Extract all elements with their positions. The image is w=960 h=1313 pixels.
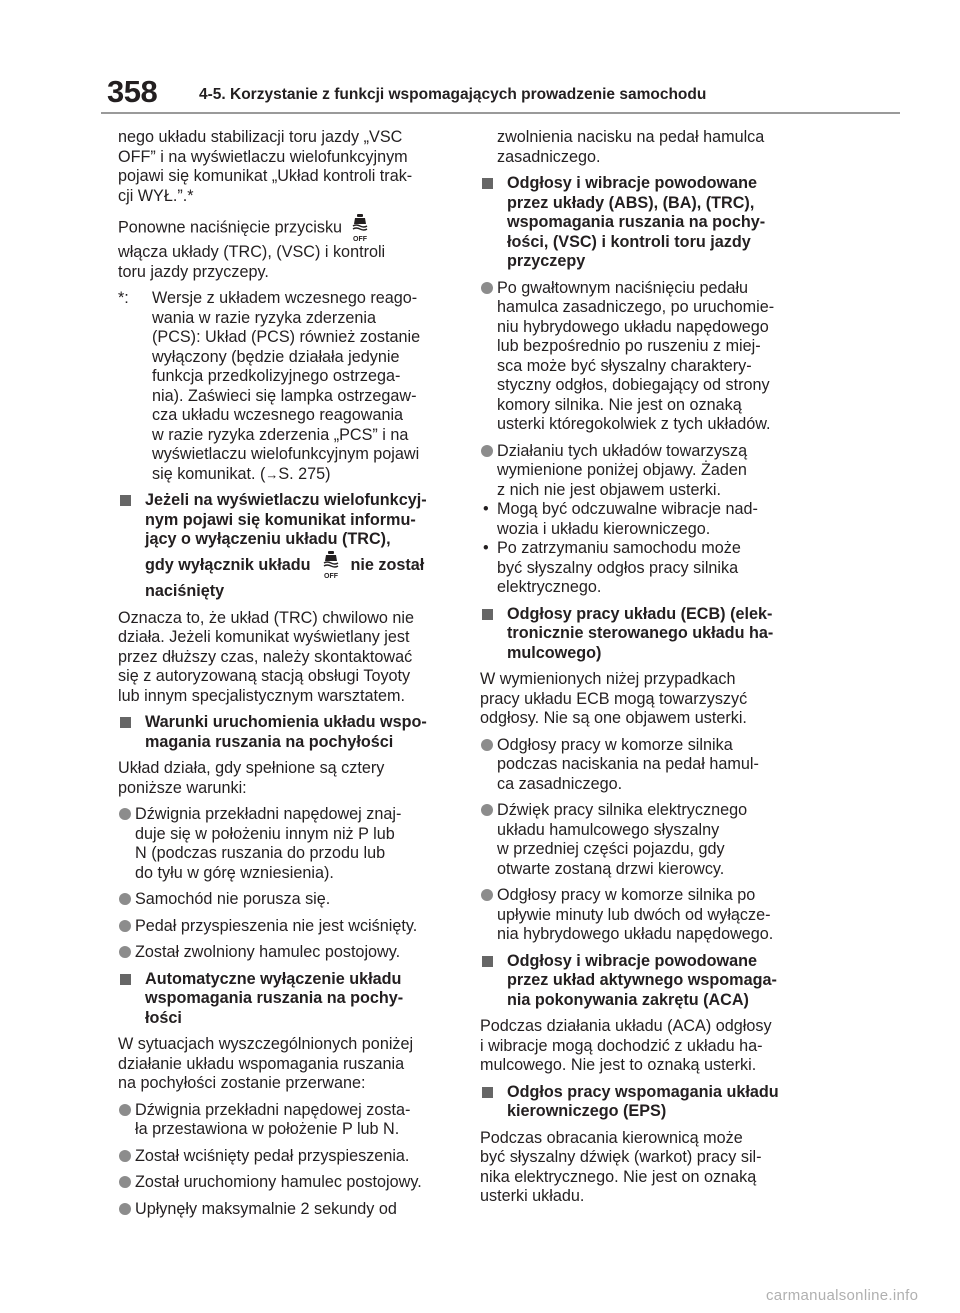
paragraph [118,759,458,798]
text-line: N (podczas ruszania do przodu lub [135,844,386,863]
text-line: usterki układu. [480,1187,585,1205]
text-line: pojawi się komunikat „Układ kontroli trak- [118,167,413,185]
round-bullet-icon [119,1176,131,1188]
svg-text:OFF: OFF [323,573,338,581]
watermark: carmanualsonline.info [766,1287,919,1304]
list-item [480,801,805,879]
text-line: cji WYŁ.”.* [118,186,194,205]
svg-text:OFF: OFF [353,236,368,243]
text-line: Pedał przyspieszenia nie jest wciśnięty. [135,916,418,935]
list-item [480,539,805,598]
list-item [118,890,458,910]
paragraph [480,1017,805,1076]
text-line: Mogą być odczuwalne wibracje nad- [497,500,758,518]
text-line: Układ działa, gdy spełnione są cztery [118,759,385,778]
list-item [118,1101,458,1140]
text-line: nia pokonywania zakrętu (ACA) [507,990,749,1009]
text-line: wyłączony (będzie działała jedynie [152,347,400,366]
round-bullet-icon [119,1203,131,1215]
text-line: działa. Jeżeli komunikat wyświetlany jest [118,628,410,647]
text-line: Upłynęły maksymalnie 2 sekundy od [135,1199,397,1218]
section-heading [118,713,458,752]
heading-text: naciśnięty [145,582,225,601]
round-bullet-icon [119,1150,131,1162]
text-line: przyczepy [507,252,586,270]
text-line: Podczas obracania kierownicą może [480,1128,743,1147]
text-line: hamulca zasadniczego, po uruchomie- [497,298,775,316]
round-bullet-icon [119,808,131,820]
text-line: wspomagania ruszania na pochy- [145,989,404,1008]
arrow-right-icon: → [265,466,279,482]
square-bullet-icon [120,717,131,728]
text-line: elektrycznego. [497,578,602,596]
page-number: 358 [107,74,158,109]
text-line: podczas naciskania na pedał hamul- [497,755,759,773]
round-bullet-icon [481,889,493,901]
text-line: lub bezpośrednio po ruszeniu z miej- [497,337,761,355]
list-item [480,886,805,945]
list-item [118,917,458,937]
text-line: na pochyłości zostanie przerwane: [118,1074,366,1093]
list-item [480,736,805,795]
text-line: wymienione poniżej objawy. Żaden [497,461,747,479]
text-line: Został uruchomiony hamulec postojowy. [135,1173,422,1192]
text-line: Po gwałtownym naciśnięciu pedału [497,278,749,297]
text-line: i wibracje mogą dochodzić z układu ha- [480,1036,763,1055]
text-line: nym pojawi się komunikat informu- [145,510,416,529]
text-line: cza układu wczesnego reagowania [152,406,404,424]
text-line: Dźwięk pracy silnika elektrycznego [497,801,748,819]
text-line: Odgłosy i wibracje powodowane [507,951,758,970]
round-bullet-icon [119,920,131,932]
square-bullet-icon [120,974,131,985]
right-column [480,128,805,1214]
list-item [118,1147,458,1167]
text-line: Odgłosy pracy układu (ECB) (elek- [507,604,773,623]
vsc-off-icon [321,550,341,580]
section-heading [480,1083,805,1122]
square-bullet-icon [482,1087,493,1098]
text-line: ca zasadniczego. [497,774,623,793]
list-item [118,1173,458,1193]
text-line: Wersje z układem wczesnego reago- [152,289,418,307]
square-bullet-icon [482,178,493,189]
text-line: Dźwignia przekładni napędowej znaj- [135,805,402,824]
round-bullet-icon [481,739,493,751]
text-line: OFF” i na wyświetlaczu wielofunkcyjnym [118,147,408,166]
text-line: usterki któregokolwiek z tych układów. [497,415,771,433]
text-line: W wymienionych niżej przypadkach [480,670,736,688]
text-line: nia). Zaświeci się lampka ostrzegaw- [152,386,417,405]
paragraph [118,609,458,707]
text-line: Po zatrzymaniu samochodu może [497,539,741,557]
text-line: działanie układu wspomagania ruszania [118,1054,405,1073]
dash-bullet: • [483,539,489,557]
text-line: sca może być słyszalny charaktery- [497,356,752,375]
text-line: niu hybrydowego układu napędowego [497,317,769,336]
text-line: Został wciśnięty pedał przyspieszenia. [135,1146,410,1165]
paragraph [480,128,805,167]
section-heading [118,491,458,602]
list-item [480,279,805,435]
text-line: jący o wyłączeniu układu (TRC), [145,530,391,548]
text-line: włącza układy (TRC), (VSC) i kontroli [118,243,386,261]
text-line: poniższe warunki: [118,778,247,797]
text-line: wozia i układu kierowniczego. [497,519,711,538]
list-item [480,442,805,501]
paragraph-text: Ponowne naciśnięcie przycisku [118,218,343,237]
section-heading [480,605,805,664]
paragraph [118,1035,458,1094]
text-line: łości, (VSC) i kontroli toru jazdy [507,232,751,251]
footnote-lines [135,289,458,465]
text-line: Podczas działania układu (ACA) odgłosy [480,1017,772,1035]
text-line: zasadniczego. [497,147,601,166]
text-line: pracy układu ECB mogą towarzyszyć [480,689,748,708]
text-line: Warunki uruchomienia układu wspo- [145,713,427,732]
square-bullet-icon [482,956,493,967]
text-line: toru jazdy przyczepy. [118,262,269,281]
paragraph [118,128,458,206]
text-line: (PCS): Układ (PCS) również zostanie [152,328,421,346]
round-bullet-icon [119,893,131,905]
text-line: być słyszalny dźwięk (warkot) pracy sil- [480,1148,762,1166]
text-line: się z autoryzowaną stacją obsługi Toyoty [118,667,411,686]
footnote-marker: *: [118,289,129,307]
text-line: wyświetlaczu wielofunkcyjnym pojawi [152,445,420,463]
text-line: Odgłosy pracy w komorze silnika [497,735,733,754]
text-line: przez układy (ABS), (BA), (TRC), [507,193,755,212]
text-line: Został zwolniony hamulec postojowy. [135,943,401,962]
dash-bullet: • [483,500,489,518]
text-line: w przedniej części pojazdu, gdy [497,840,725,858]
text-line: upływie minuty lub dwóch od wyłącze- [497,905,771,924]
list-item [480,500,805,539]
text-line: przez układ aktywnego wspomaga- [507,971,777,989]
paragraph [118,213,458,282]
text-line: nika elektrycznego. Nie jest on oznaką [480,1167,757,1186]
text-line: Automatyczne wyłączenie układu [145,969,402,988]
text-line: układu hamulcowego słyszalny [497,820,720,839]
round-bullet-icon [119,946,131,958]
list-item [118,805,458,883]
text-line: Odgłos pracy wspomagania układu [507,1082,779,1101]
text-line: Jeżeli na wyświetlaczu wielofunkcyj- [145,491,427,509]
section-heading [480,174,805,272]
round-bullet-icon [481,804,493,816]
round-bullet-icon [481,445,493,457]
text-line: Działaniu tych układów towarzyszą [497,441,748,460]
text-line: funkcja przedkolizyjnego ostrzega- [152,367,401,385]
text-line: otwarte zostaną drzwi kierowcy. [497,859,725,878]
round-bullet-icon [481,282,493,294]
text-line: duje się w położeniu innym niż P lub [135,824,395,843]
header-rule [101,112,900,114]
heading-text: gdy wyłącznik układu [145,555,311,574]
list-item [118,943,458,963]
text-line: mulcowego. Nie jest to oznaką usterki. [480,1056,757,1074]
chapter-title: 4-5. Korzystanie z funkcji wspomagających prowadzenie samochodu [199,86,707,103]
page-reference-link[interactable]: S. 275) [278,464,331,483]
text-line: Odgłosy pracy w komorze silnika po [497,886,756,904]
text-line: ła przestawiona w położenie P lub N. [135,1120,400,1139]
paragraph-lines [118,243,458,282]
text-line: lub innym specjalistycznym warsztatem. [118,686,405,705]
text-line: do tyłu w górę wzniesienia). [135,863,334,882]
square-bullet-icon [482,609,493,620]
text-line: Oznacza to, że układ (TRC) chwilowo nie [118,608,414,627]
vsc-off-icon [350,213,370,243]
text-line: być słyszalny odgłos pracy silnika [497,558,739,577]
text-line: Odgłosy i wibracje powodowane [507,174,758,192]
text-line: nia hybrydowego układu napędowego. [497,925,774,943]
text-line: wspomagania ruszania na pochy- [507,213,766,231]
section-heading [118,970,458,1029]
text-line: nego układu stabilizacji toru jazdy „VSC [118,128,403,146]
round-bullet-icon [119,1104,131,1116]
footnote [118,289,458,484]
square-bullet-icon [120,495,131,506]
text-line: W sytuacjach wyszczególnionych poniżej [118,1035,414,1054]
text-line: odgłosy. Nie są one objawem usterki. [480,709,747,727]
heading-text: nie został [350,555,425,574]
text-line: komory silnika. Nie jest on oznaką [497,395,742,414]
text-line: wania w razie ryzyka zderzenia [152,308,377,327]
section-heading [480,952,805,1011]
text-line: mulcowego) [507,643,602,662]
text-line: z nich nie jest objawem usterki. [497,480,722,499]
list-item [118,1200,458,1220]
paragraph [480,670,805,729]
text-line: zwolnienia nacisku na pedał hamulca [497,128,765,146]
text-line: przez dłuższy czas, należy skontaktować [118,647,413,666]
text-line: łości [145,1008,182,1027]
footnote-text: się komunikat. ( [152,464,266,483]
text-line: tronicznie sterowanego układu ha- [507,624,774,642]
text-line: styczny odgłos, dobiegający od strony [497,376,770,394]
paragraph [480,1129,805,1207]
left-column [118,128,458,1226]
text-line: Samochód nie porusza się. [135,890,331,909]
text-line: Dźwignia przekładni napędowej zosta- [135,1100,411,1119]
text-line: magania ruszania na pochyłości [145,732,394,751]
text-line: kierowniczego (EPS) [507,1102,667,1120]
text-line: w razie ryzyka zderzenia „PCS” i na [152,425,409,444]
